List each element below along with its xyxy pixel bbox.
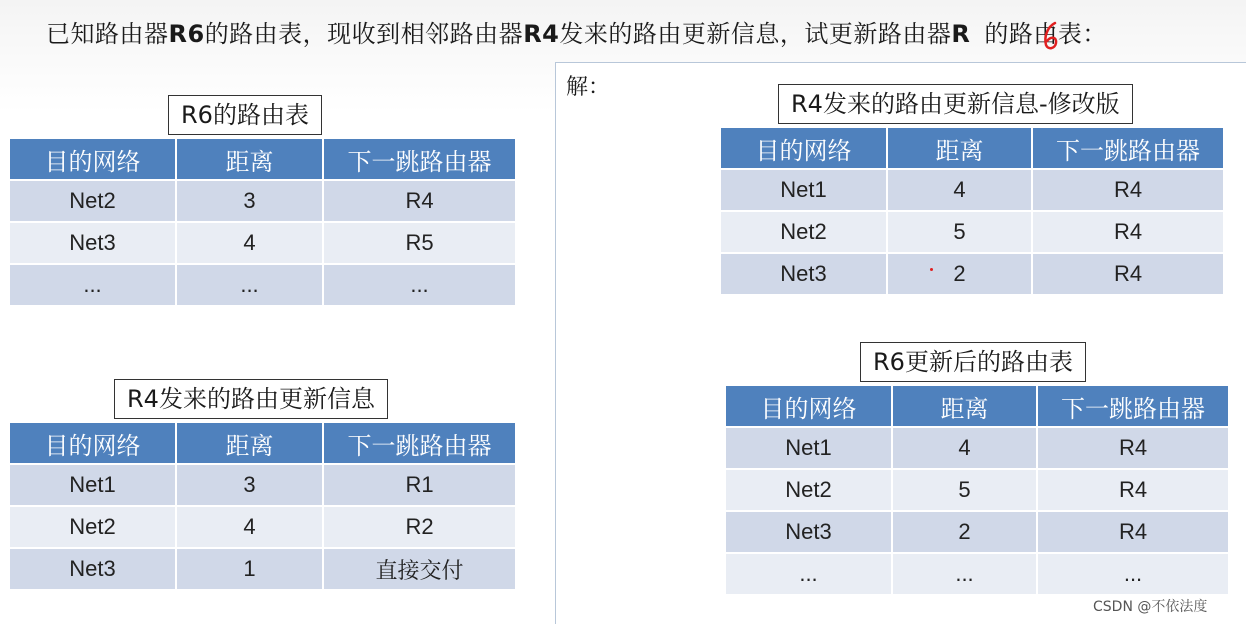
cell-next-hop: R4 bbox=[1033, 170, 1223, 210]
r6-updated-caption: R6更新后的路由表 bbox=[860, 342, 1086, 382]
col-header-distance: 距离 bbox=[177, 139, 322, 179]
cell-dest: Net2 bbox=[10, 507, 175, 547]
r4-update-caption: R4发来的路由更新信息 bbox=[114, 379, 388, 419]
table-row bbox=[726, 428, 1228, 468]
cell-distance: ... bbox=[177, 265, 322, 305]
cell-distance: 2 bbox=[893, 512, 1036, 552]
answer-label: 解： bbox=[566, 75, 611, 100]
table-row bbox=[10, 549, 515, 589]
handwritten-six-mark bbox=[1041, 21, 1061, 51]
table-header-row bbox=[10, 423, 515, 463]
cell-next-hop: R4 bbox=[324, 181, 515, 221]
r6-routing-table bbox=[8, 137, 517, 307]
table-row bbox=[726, 512, 1228, 552]
table-header-row bbox=[721, 128, 1223, 168]
question-r6: R6 bbox=[168, 20, 205, 48]
csdn-watermark: CSDN @不依法度 bbox=[1093, 599, 1208, 615]
cell-next-hop: R1 bbox=[324, 465, 515, 505]
cell-next-hop: 直接交付 bbox=[324, 549, 515, 589]
cell-next-hop: R4 bbox=[1033, 254, 1223, 294]
cell-dest: Net1 bbox=[721, 170, 886, 210]
cell-dest: Net2 bbox=[10, 181, 175, 221]
table-row bbox=[10, 223, 515, 263]
cell-dest: Net3 bbox=[726, 512, 891, 552]
col-header-next-hop: 下一跳路由器 bbox=[1038, 386, 1228, 426]
table-row bbox=[10, 181, 515, 221]
col-header-dest: 目的网络 bbox=[726, 386, 891, 426]
col-header-distance: 距离 bbox=[893, 386, 1036, 426]
cell-distance: 3 bbox=[177, 181, 322, 221]
question-part2: 的路由表，现收到相邻路由器 bbox=[204, 20, 524, 48]
cell-next-hop: R4 bbox=[1038, 470, 1228, 510]
cell-distance: 5 bbox=[888, 212, 1031, 252]
cell-dest: Net3 bbox=[10, 223, 175, 263]
question-part1: 已知路由器 bbox=[46, 20, 169, 48]
cell-distance: 2 bbox=[888, 254, 1031, 294]
col-header-dest: 目的网络 bbox=[721, 128, 886, 168]
cell-dest: Net3 bbox=[10, 549, 175, 589]
cell-dest: ... bbox=[726, 554, 891, 594]
cell-distance: 4 bbox=[888, 170, 1031, 210]
question-part4: 的路由表： bbox=[984, 20, 1107, 48]
question-r4: R4 bbox=[523, 20, 560, 48]
question-text bbox=[46, 14, 1107, 49]
cell-dest: Net3 bbox=[721, 254, 886, 294]
table-row bbox=[726, 554, 1228, 594]
cell-dest: Net2 bbox=[721, 212, 886, 252]
question-r6b: R bbox=[951, 20, 971, 48]
col-header-next-hop: 下一跳路由器 bbox=[1033, 128, 1223, 168]
cell-distance: 3 bbox=[177, 465, 322, 505]
cell-next-hop: ... bbox=[1038, 554, 1228, 594]
cell-distance: 1 bbox=[177, 549, 322, 589]
table-row bbox=[721, 170, 1223, 210]
cell-distance: 4 bbox=[177, 507, 322, 547]
r4-modified-caption: R4发来的路由更新信息-修改版 bbox=[778, 84, 1133, 124]
r4-update-table bbox=[8, 421, 517, 591]
table-row bbox=[10, 265, 515, 305]
cell-next-hop: ... bbox=[324, 265, 515, 305]
r6-updated-table bbox=[724, 384, 1230, 596]
table-header-row bbox=[10, 139, 515, 179]
col-header-distance: 距离 bbox=[177, 423, 322, 463]
question-part3: 发来的路由更新信息，试更新路由器 bbox=[559, 20, 952, 48]
col-header-next-hop: 下一跳路由器 bbox=[324, 423, 515, 463]
stray-pen-dot bbox=[930, 268, 933, 271]
cell-distance: 4 bbox=[893, 428, 1036, 468]
cell-next-hop: R4 bbox=[1038, 428, 1228, 468]
cell-next-hop: R4 bbox=[1038, 512, 1228, 552]
cell-distance: ... bbox=[893, 554, 1036, 594]
cell-next-hop: R4 bbox=[1033, 212, 1223, 252]
table-header-row bbox=[726, 386, 1228, 426]
cell-next-hop: R2 bbox=[324, 507, 515, 547]
table-row bbox=[10, 507, 515, 547]
table-row bbox=[721, 254, 1223, 294]
table-row bbox=[10, 465, 515, 505]
col-header-dest: 目的网络 bbox=[10, 423, 175, 463]
cell-distance: 4 bbox=[177, 223, 322, 263]
table-row bbox=[726, 470, 1228, 510]
r6-table-caption: R6的路由表 bbox=[168, 95, 322, 135]
col-header-dest: 目的网络 bbox=[10, 139, 175, 179]
col-header-distance: 距离 bbox=[888, 128, 1031, 168]
cell-dest: Net1 bbox=[10, 465, 175, 505]
r4-modified-table bbox=[719, 126, 1225, 296]
cell-dest: Net2 bbox=[726, 470, 891, 510]
cell-distance: 5 bbox=[893, 470, 1036, 510]
table-row bbox=[721, 212, 1223, 252]
cell-next-hop: R5 bbox=[324, 223, 515, 263]
col-header-next-hop: 下一跳路由器 bbox=[324, 139, 515, 179]
cell-dest: Net1 bbox=[726, 428, 891, 468]
cell-dest: ... bbox=[10, 265, 175, 305]
